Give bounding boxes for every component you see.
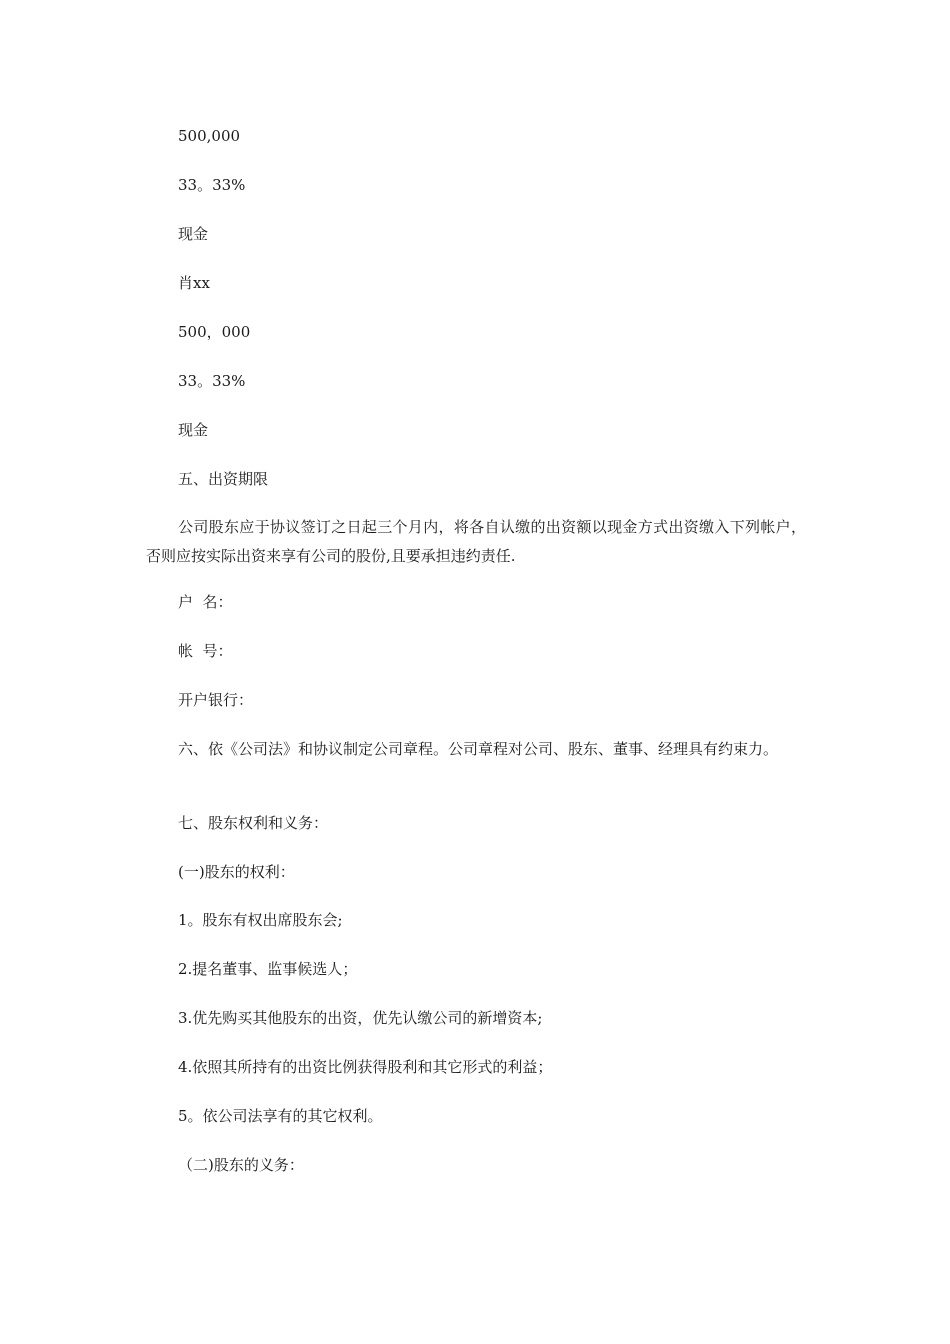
right-item: 4.依照其所持有的出资比例获得股利和其它形式的利益； <box>178 1058 553 1076</box>
bank-label: 开户银行： <box>178 691 254 709</box>
clause-5-title: 五、出资期限 <box>178 470 269 488</box>
duties-title: （二)股东的义务： <box>178 1156 304 1174</box>
right-item: 5。依公司法享有的其它权利。 <box>178 1107 383 1125</box>
clause-7-title: 七、股东权利和义务： <box>178 814 329 832</box>
right-item: 3.优先购买其他股东的出资，优先认缴公司的新增资本; <box>178 1009 543 1027</box>
shareholder-name: 肖xx <box>178 274 210 292</box>
clause-5-body: 公司股东应于协议签订之日起三个月内，将各自认缴的出资额以现金方式出资缴入下列帐户，否则应按实际出资来享有公司的股份,且要承担违约责任. <box>146 518 806 565</box>
clause-6: 六、依《公司法》和协议制定公司章程。公司章程对公司、股东、董事、经理具有约束力。 <box>178 740 779 758</box>
contribution-method-2: 现金 <box>178 421 209 439</box>
capital-amount-1: 500,000 <box>178 127 241 145</box>
share-ratio-1: 33。33% <box>178 176 246 194</box>
account-name-label: 户 名： <box>178 593 233 611</box>
right-item: 2.提名董事、监事候选人； <box>178 960 358 978</box>
right-item: 1。股东有权出席股东会; <box>178 911 343 929</box>
rights-title: (一)股东的权利： <box>178 863 295 881</box>
account-number-label: 帐 号： <box>178 642 233 660</box>
capital-amount-2: 500，000 <box>178 323 251 341</box>
share-ratio-2: 33。33% <box>178 372 246 390</box>
contribution-method-1: 现金 <box>178 225 209 243</box>
